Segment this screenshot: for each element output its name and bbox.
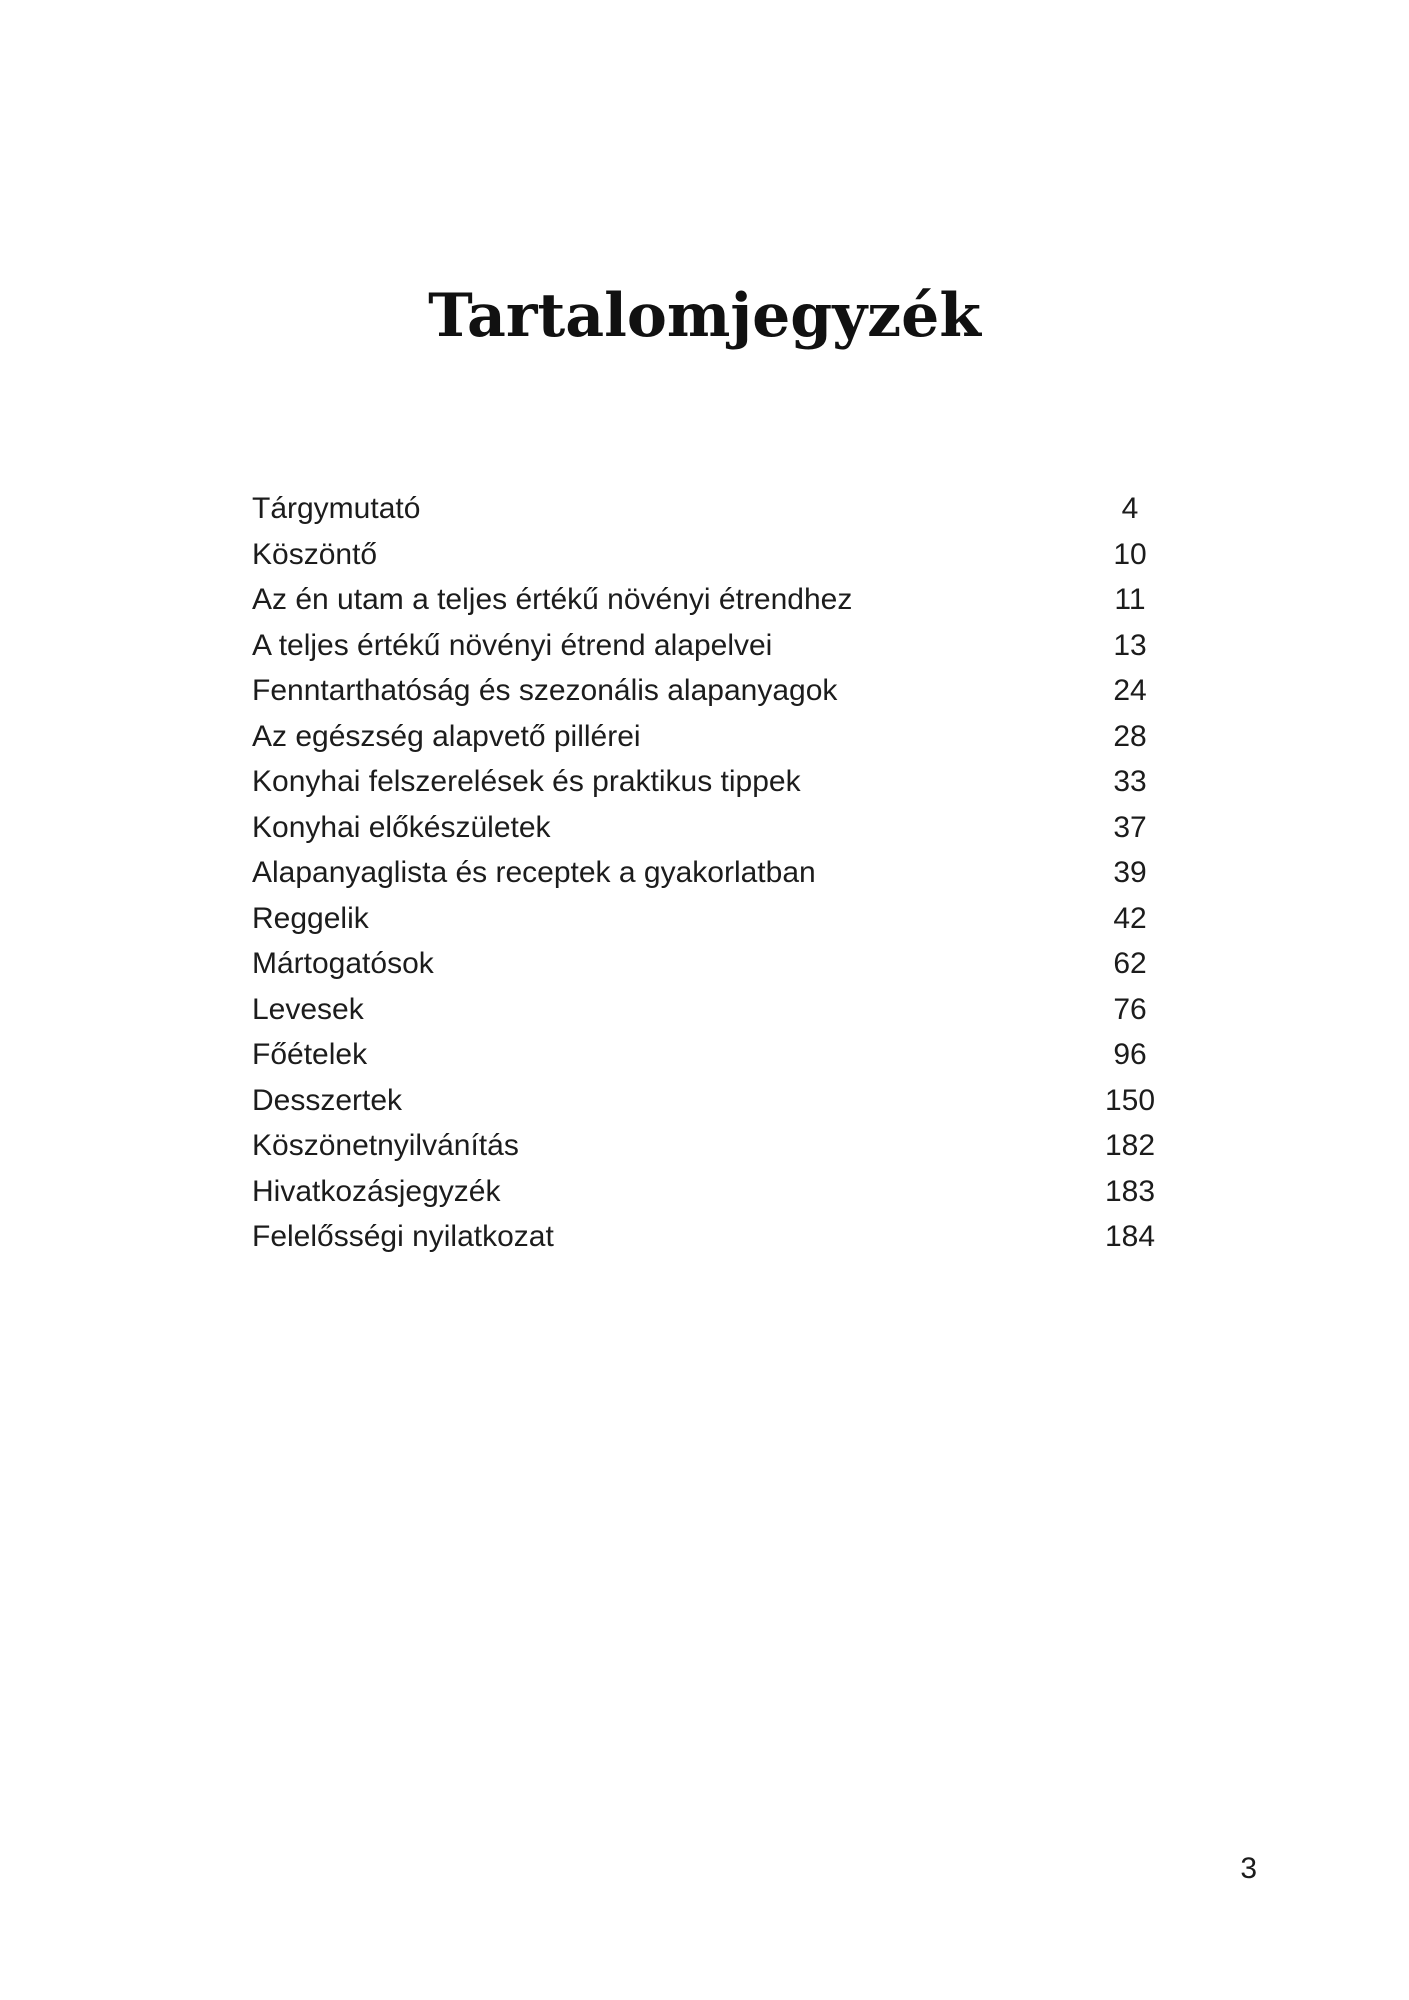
toc-entry-label: Desszertek xyxy=(252,1083,403,1117)
toc-entry-page-number: 39 xyxy=(1113,856,1147,889)
table-of-contents xyxy=(252,486,1182,1260)
toc-row xyxy=(252,577,1182,623)
toc-entry-label: Köszönetnyilvánítás xyxy=(252,1129,519,1162)
toc-row xyxy=(252,1078,1182,1124)
toc-entry-label: Tárgymutató xyxy=(252,492,421,525)
toc-entry-label: Levesek xyxy=(252,992,364,1026)
toc-entry-page-number: 4 xyxy=(1121,492,1139,525)
toc-entry-page-number: 11 xyxy=(1114,583,1146,616)
toc-entry-page-number: 184 xyxy=(1104,1220,1156,1253)
page-title: Tartalomjegyzék xyxy=(428,281,981,351)
toc-entry-page-number: 76 xyxy=(1113,992,1147,1026)
toc-row xyxy=(252,1169,1182,1215)
toc-row xyxy=(252,941,1182,987)
toc-entry-page-number: 96 xyxy=(1113,1038,1147,1071)
footer-page-number: 3 xyxy=(1240,1852,1257,1885)
toc-entry-page-number: 62 xyxy=(1113,947,1147,980)
toc-entry-label: Alapanyaglista és receptek a gyakorlatban xyxy=(252,856,816,889)
toc-row xyxy=(252,623,1182,669)
toc-entry-page-number: 150 xyxy=(1104,1083,1156,1117)
toc-row xyxy=(252,532,1182,578)
toc-entry-label: Az egészség alapvető pillérei xyxy=(252,719,641,753)
toc-entry-page-number: 24 xyxy=(1113,674,1147,707)
toc-entry-page-number: 182 xyxy=(1104,1129,1156,1162)
toc-entry-label: Köszöntő xyxy=(252,537,378,571)
toc-entry-page-number: 33 xyxy=(1113,765,1147,798)
toc-entry-label: Konyhai előkészületek xyxy=(252,810,551,844)
toc-row xyxy=(252,714,1182,760)
toc-entry-page-number: 28 xyxy=(1113,719,1147,753)
toc-entry-label: A teljes értékű növényi étrend alapelvei xyxy=(252,628,773,662)
toc-entry-page-number: 37 xyxy=(1113,810,1147,844)
toc-entry-label: Reggelik xyxy=(252,901,369,935)
toc-entry-page-number: 42 xyxy=(1113,901,1147,935)
toc-row xyxy=(252,850,1182,896)
toc-entry-page-number: 10 xyxy=(1113,537,1147,571)
toc-entry-page-number: 13 xyxy=(1113,628,1147,662)
toc-entry-label: Hivatkozásjegyzék xyxy=(252,1174,501,1208)
toc-row xyxy=(252,987,1182,1033)
toc-entry-label: Felelősségi nyilatkozat xyxy=(252,1220,554,1253)
toc-row xyxy=(252,1123,1182,1169)
toc-entry-label: Mártogatósok xyxy=(252,947,434,980)
toc-entry-page-number: 183 xyxy=(1104,1174,1156,1208)
toc-row xyxy=(252,805,1182,851)
toc-row xyxy=(252,668,1182,714)
toc-row xyxy=(252,759,1182,805)
toc-row xyxy=(252,1032,1182,1078)
toc-entry-label: Fenntarthatóság és szezonális alapanyagok xyxy=(252,674,838,707)
toc-row xyxy=(252,486,1182,532)
toc-row xyxy=(252,1214,1182,1260)
toc-entry-label: Az én utam a teljes értékű növényi étrendhez xyxy=(252,583,853,616)
toc-entry-label: Konyhai felszerelések és praktikus tippek xyxy=(252,765,801,798)
toc-row xyxy=(252,896,1182,942)
toc-entry-label: Főételek xyxy=(252,1038,368,1071)
